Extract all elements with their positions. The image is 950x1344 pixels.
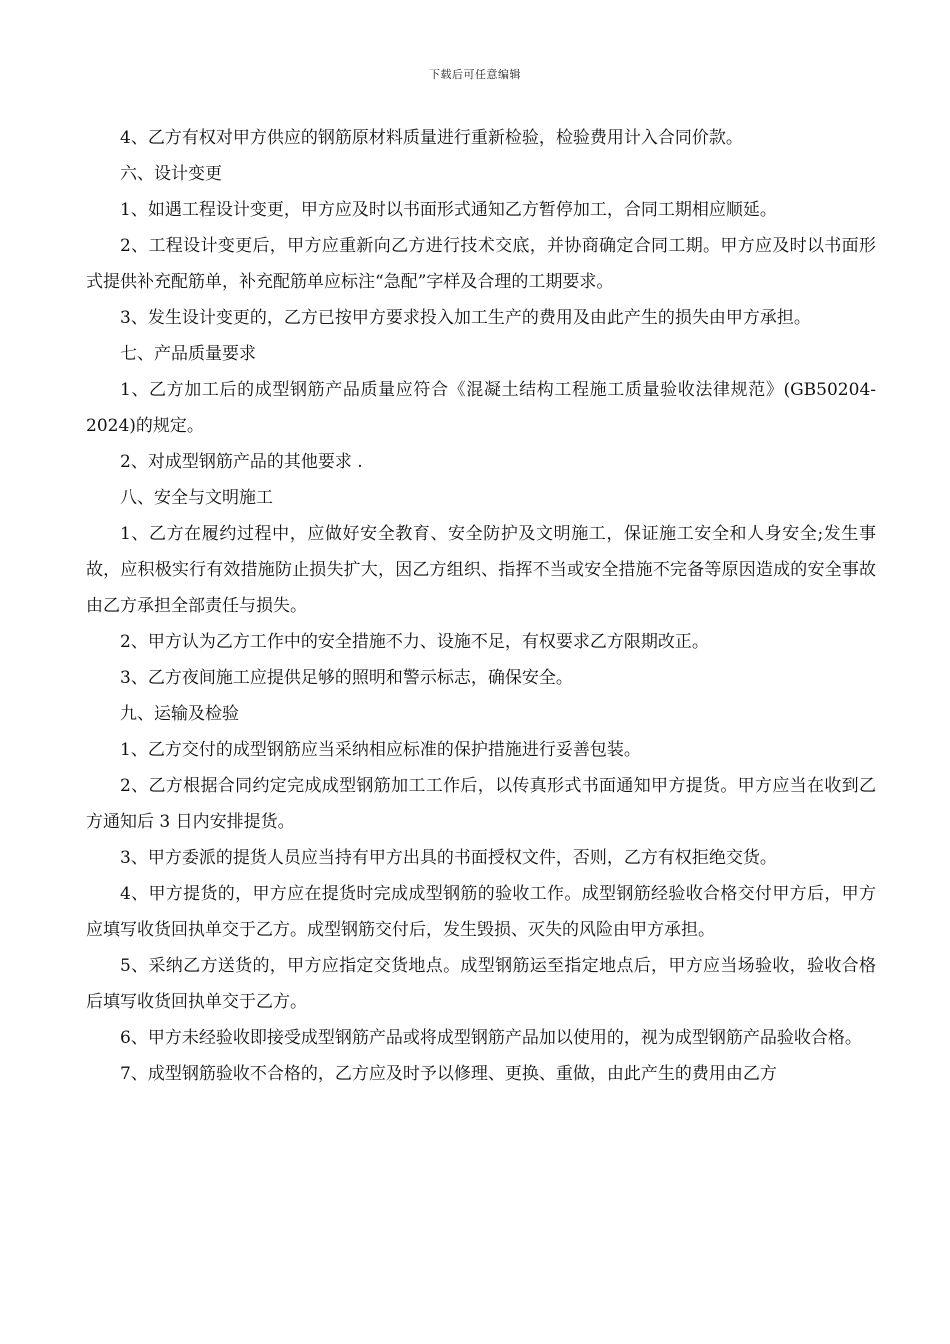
clause-6-1: 1、如遇工程设计变更，甲方应及时以书面形式通知乙方暂停加工，合同工期相应顺延。 (120, 200, 777, 220)
page-header-watermark: 下载后可任意编辑 (429, 68, 521, 81)
clause-9-7: 7、成型钢筋验收不合格的，乙方应及时予以修理、更换、重做，由此产生的费用由乙方 (120, 1064, 777, 1084)
clause-8-1: 1、乙方在履约过程中，应做好安全教育、安全防护及文明施工，保证施工安全和人身安全;发生事故，应积极实行有效措施防止损失扩大，因乙方组织、指挥不当或安全措施不完备等原因造成的安全事故由乙方承担全部责任与损失。 (86, 524, 876, 616)
clause-7-1: 1、乙方加工后的成型钢筋产品质量应符合《混凝土结构工程施工质量验收法律规范》(GB50204-2024)的规定。 (86, 380, 876, 436)
clause-6-2: 2、工程设计变更后，甲方应重新向乙方进行技术交底，并协商确定合同工期。甲方应及时以书面形式提供补充配筋单，补充配筋单应标注“急配”字样及合理的工期要求。 (86, 236, 876, 292)
clause-9-1: 1、乙方交付的成型钢筋应当采纳相应标准的保护措施进行妥善包装。 (120, 740, 641, 760)
document-body (86, 120, 876, 1092)
clause-8-3: 3、乙方夜间施工应提供足够的照明和警示标志，确保安全。 (120, 668, 573, 688)
section-heading-9: 九、运输及检验 (120, 704, 239, 724)
section-heading-8: 八、安全与文明施工 (120, 488, 273, 508)
clause-9-2: 2、乙方根据合同约定完成成型钢筋加工工作后，以传真形式书面通知甲方提货。甲方应当在收到乙方通知后 3 日内安排提货。 (86, 776, 876, 832)
clause-8-2: 2、甲方认为乙方工作中的安全措施不力、设施不足，有权要求乙方限期改正。 (120, 632, 709, 652)
section-heading-7: 七、产品质量要求 (120, 344, 256, 364)
clause-9-6: 6、甲方未经验收即接受成型钢筋产品或将成型钢筋产品加以使用的，视为成型钢筋产品验收合格。 (120, 1028, 862, 1048)
clause-9-3: 3、甲方委派的提货人员应当持有甲方出具的书面授权文件，否则，乙方有权拒绝交货。 (120, 848, 777, 868)
clause-9-4: 4、甲方提货的，甲方应在提货时完成成型钢筋的验收工作。成型钢筋经验收合格交付甲方后，甲方应填写收货回执单交于乙方。成型钢筋交付后，发生毁损、灭失的风险由甲方承担。 (86, 884, 876, 940)
clause-5-4: 4、乙方有权对甲方供应的钢筋原材料质量进行重新检验，检验费用计入合同价款。 (120, 128, 743, 148)
section-heading-6: 六、设计变更 (120, 164, 222, 184)
clause-6-3: 3、发生设计变更的，乙方已按甲方要求投入加工生产的费用及由此产生的损失由甲方承担。 (120, 308, 811, 328)
clause-7-2: 2、对成型钢筋产品的其他要求 . (120, 452, 363, 472)
clause-9-5: 5、采纳乙方送货的，甲方应指定交货地点。成型钢筋运至指定地点后，甲方应当场验收，验收合格后填写收货回执单交于乙方。 (86, 956, 876, 1012)
